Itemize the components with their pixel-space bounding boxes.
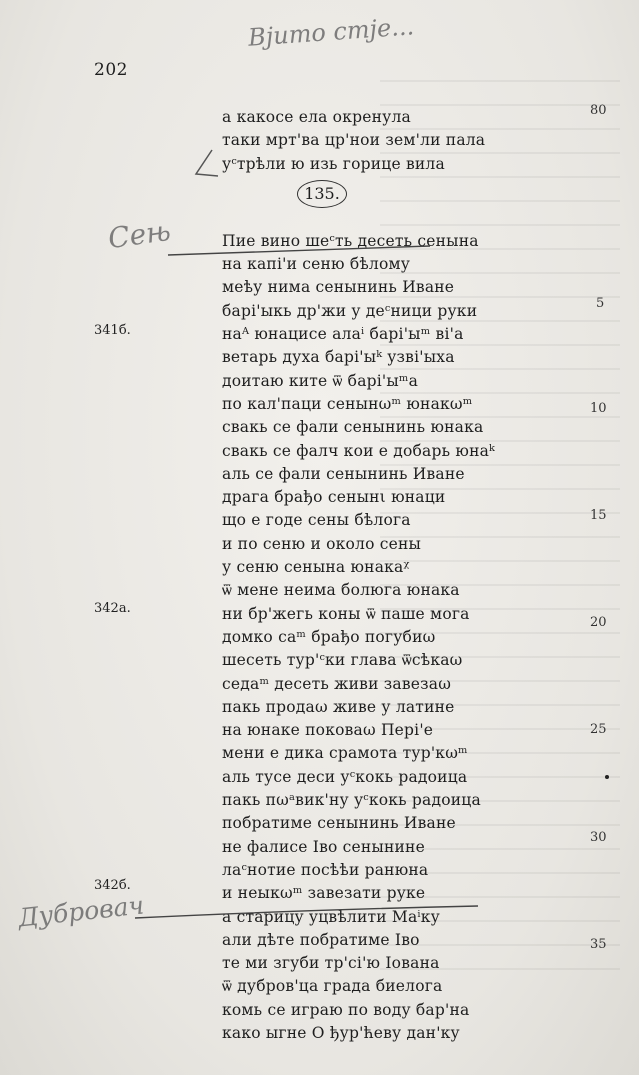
verse-line: аль се фали сенынинь Иване — [222, 464, 465, 483]
line-count-15: 15 — [590, 508, 607, 523]
verse-line: аль тусе деси уᶜкокь радоица — [222, 767, 468, 786]
verse-line: и неыкωᵐ завезати руке — [222, 884, 426, 903]
ink-dot — [605, 775, 609, 779]
poem-number-marker — [292, 180, 352, 210]
verse-line: лаᶜнотие посѣѣи ранюна — [222, 860, 429, 879]
verse-line: на капі'и сеню бѣлому — [222, 255, 411, 274]
verse-line: мени е дика срамота тур'кωᵐ — [222, 744, 468, 763]
verse-line: доитаю ките ѿ барі'ыᵐа — [222, 371, 419, 390]
verse-line: те ми згуби тр'сі'ю Іована — [222, 954, 440, 973]
line-count-10: 10 — [590, 401, 607, 416]
verse-line: домко саᵐ брађо погубиω — [222, 627, 436, 646]
folio-341b: 341б. — [94, 323, 131, 338]
handwritten-note-top: Вјито стје... — [247, 12, 415, 52]
verse-line: Пие вино шеᶜть десеть сенына — [222, 231, 479, 250]
verse-line: како ыгне О ђур'ћеву дан'ку — [222, 1023, 460, 1042]
poem-number: 135. — [297, 180, 347, 208]
verse-line: на юнаке поковаω Пері'е — [222, 721, 434, 740]
folio-342a: 342а. — [94, 601, 131, 616]
verse-line: уᶜтрѣли ю изь горице вила — [222, 154, 445, 173]
line-count-30: 30 — [590, 830, 607, 845]
verse-line: и по сеню и около сены — [222, 534, 422, 553]
verse-line: ѿ дубров'ца града биелога — [222, 977, 443, 996]
verse-line: драга брађо сенынι юнаци — [222, 488, 446, 507]
verse-block — [222, 106, 552, 1045]
verse-line: а какосе ела окренула — [222, 108, 411, 126]
poem-break — [222, 176, 552, 230]
line-count-25: 25 — [590, 722, 607, 737]
verse-line: али дѣте побратиме Іво — [222, 930, 420, 949]
folio-342b: 342б. — [94, 878, 131, 893]
line-count-80: 80 — [590, 103, 607, 118]
verse-line: не фалисе Іво сенынине — [222, 837, 425, 856]
line-count-35: 35 — [590, 937, 607, 952]
pencil-bracket-mark — [196, 150, 218, 176]
verse-line: таки мрт'ва цр'нои зем'ли пала — [222, 131, 486, 150]
verse-line: барі'ыкь др'жи у деᶜници руки — [222, 301, 478, 320]
handwritten-note-senj: Сењ — [106, 213, 173, 256]
verse-line: ни бр'жегь коны ѿ паше мога — [222, 604, 470, 623]
verse-line: ѿ мене неима болюга юнака — [222, 581, 460, 600]
verse-line: пакь пωᵃвик'ну уᶜкокь радоица — [222, 791, 481, 810]
verse-line: свакь се фали сенынинь юнака — [222, 418, 484, 437]
verse-line: побратиме сенынинь Иване — [222, 814, 456, 833]
verse-line: свакь се фалч кои е добарь юнаᵏ — [222, 441, 495, 460]
verse-line: пакь продаω живе у латине — [222, 697, 455, 716]
line-count-20: 20 — [590, 615, 607, 630]
handwritten-note-dubrovac: Дубровач — [16, 890, 146, 933]
verse-line: наᴬ юнацисе алаⁱ барі'ыᵐ ві'а — [222, 325, 464, 344]
verse-line: шесеть тур'ᶜки глава ѿсѣкаω — [222, 651, 463, 670]
verse-line: по кал'паци сенынωᵐ юнакωᵐ — [222, 394, 473, 413]
page-number: 202 — [94, 60, 128, 80]
verse-line: ветарь духа барі'ыᵏ узві'ыха — [222, 348, 455, 367]
verse-line: а старицу уцвѣлити Маⁱку — [222, 907, 440, 926]
line-count-5: 5 — [596, 296, 605, 311]
verse-line: що е годе сены бѣлога — [222, 511, 411, 530]
verse-line: у сеню сенына юнакаᵡ — [222, 558, 410, 577]
verse-line: меѣу нима сенынинь Иване — [222, 278, 455, 297]
verse-line: седаᵐ десеть живи завезаω — [222, 674, 452, 693]
verse-line: комь се играю по воду бар'на — [222, 1000, 470, 1019]
